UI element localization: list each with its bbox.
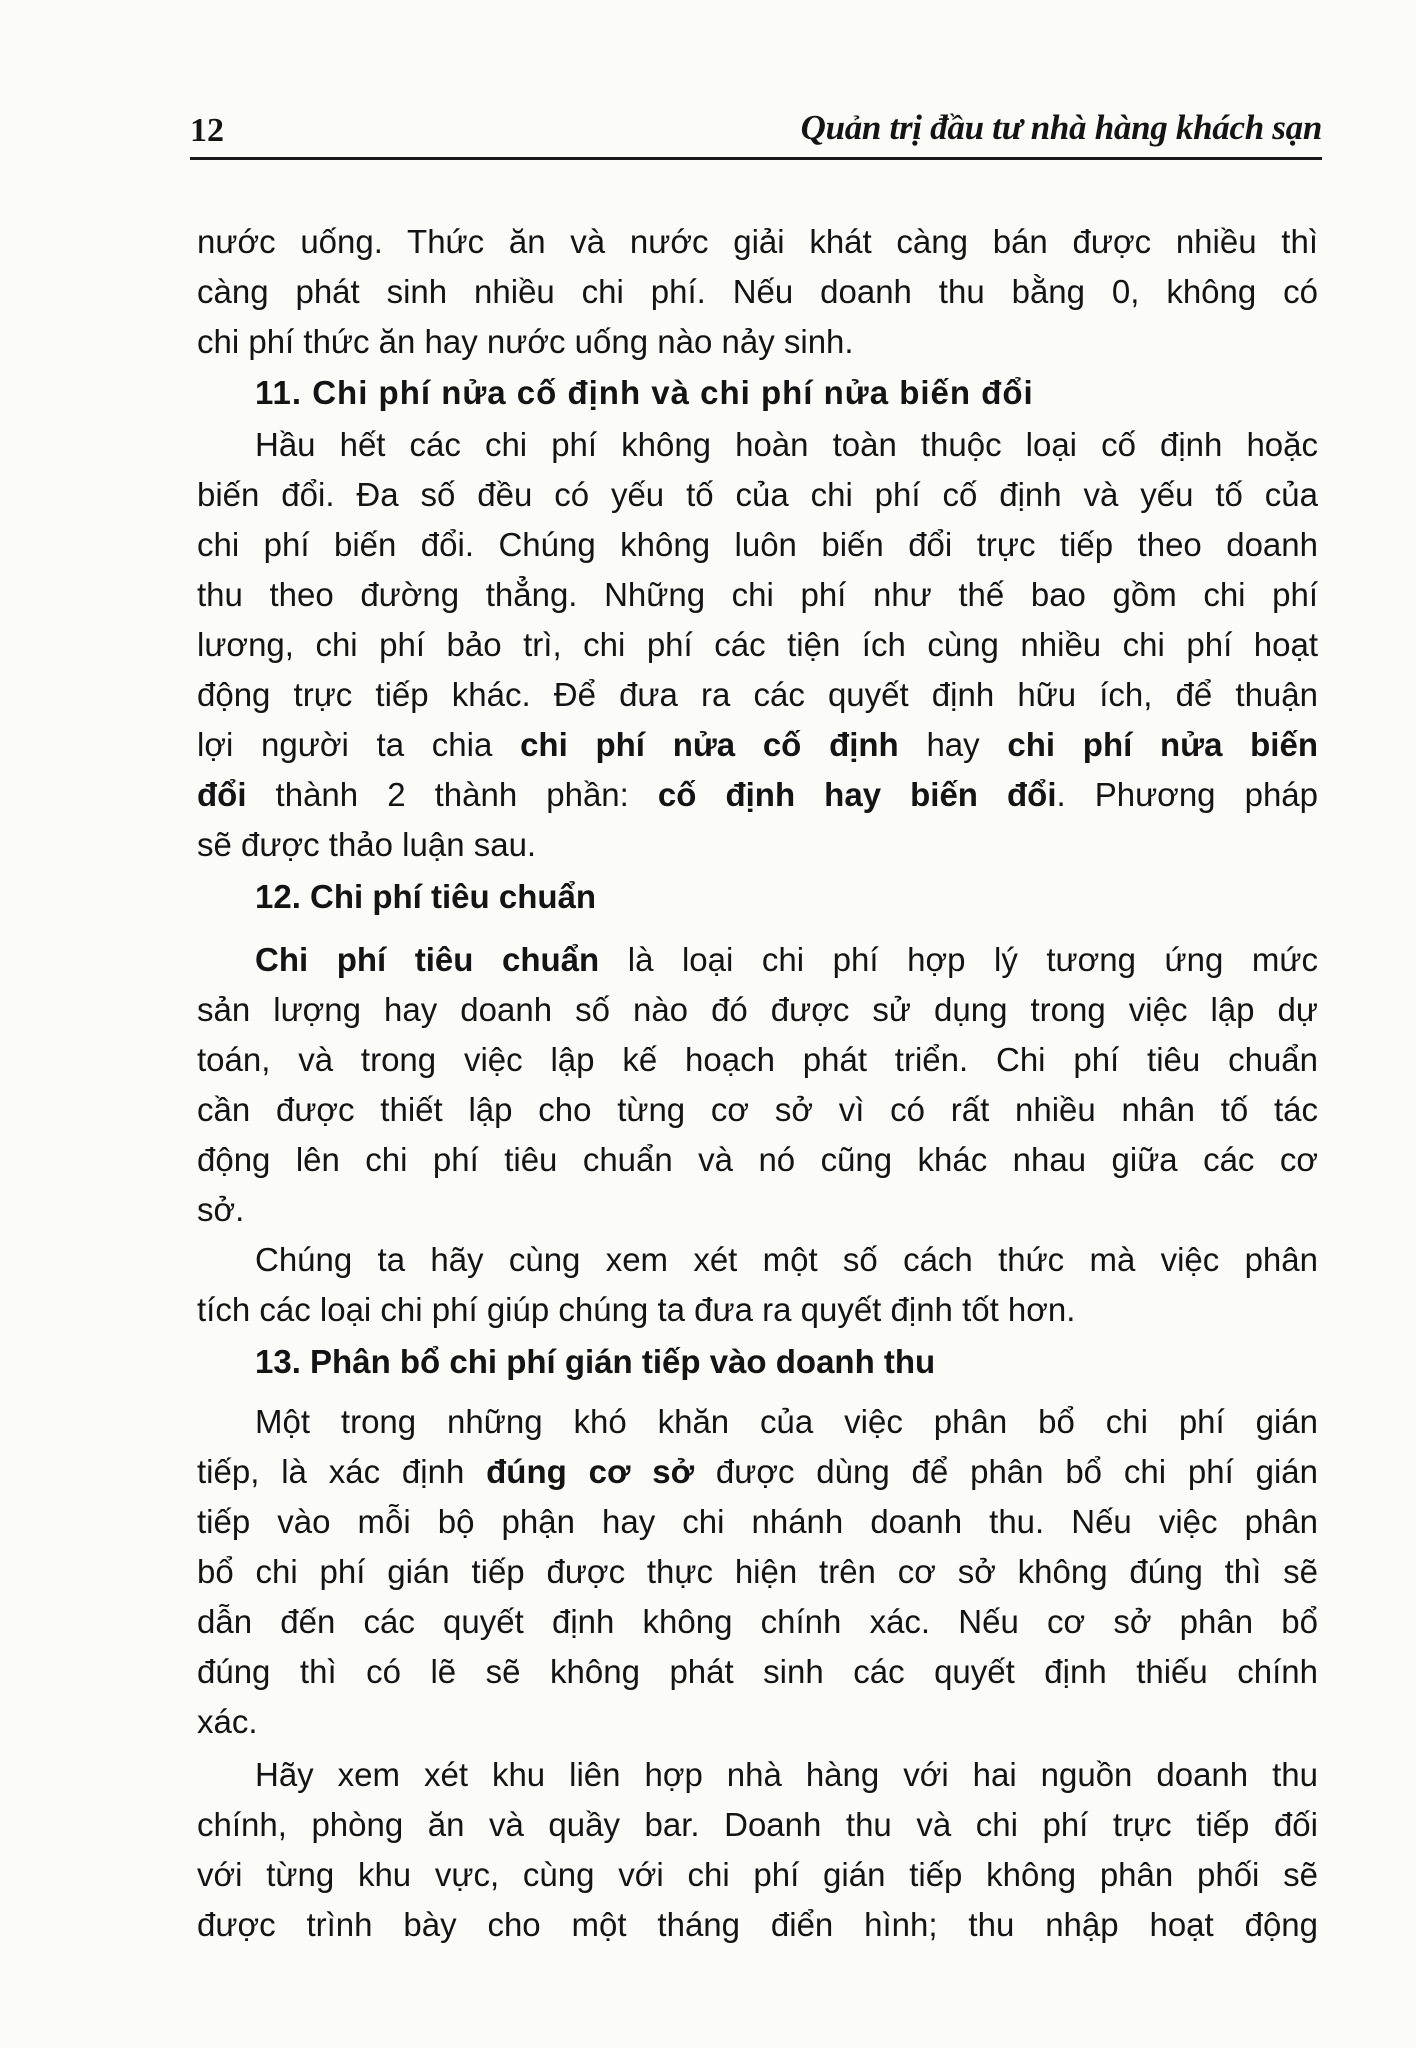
text-run: thành 2 thành phần: (246, 776, 658, 813)
text-line: tích các loại chi phí giúp chúng ta đưa ra quyết định tốt hơn. (197, 1291, 1076, 1328)
text-line: tiếp vào mỗi bộ phận hay chi nhánh doanh thu. Nếu việc phân (197, 1503, 1318, 1540)
text-line: lương, chi phí bảo trì, chi phí các tiện ích cùng nhiều chi phí hoạt (197, 626, 1318, 663)
text-run: tiếp, là xác định (197, 1453, 487, 1490)
text-line: động lên chi phí tiêu chuẩn và nó cũng khác nhau giữa các cơ (197, 1141, 1318, 1178)
text-line: bổ chi phí gián tiếp được thực hiện trên cơ sở không đúng thì sẽ (197, 1553, 1318, 1590)
section-heading-11: 11. Chi phí nửa cố định và chi phí nửa biến đổi (255, 374, 1034, 411)
section-heading-12: 12. Chi phí tiêu chuẩn (255, 878, 597, 915)
text-line: động trực tiếp khác. Để đưa ra các quyết định hữu ích, để thuận (197, 676, 1318, 713)
text-line: biến đổi. Đa số đều có yếu tố của chi phí cố định và yếu tố của (197, 476, 1318, 513)
text-line: xác. (197, 1703, 258, 1740)
bold-term: đổi (197, 776, 247, 813)
page-number: 12 (190, 112, 224, 149)
header-rule (190, 157, 1322, 160)
text-line (197, 1452, 1318, 1492)
text-line: sở. (197, 1191, 245, 1228)
text-run: . Phương pháp (1056, 776, 1319, 813)
bold-term: chi phí nửa cố định (520, 726, 899, 763)
text-line: dẫn đến các quyết định không chính xác. Nếu cơ sở phân bổ (197, 1603, 1318, 1640)
text-line: Một trong những khó khăn của việc phân bổ chi phí gián (255, 1403, 1318, 1440)
text-line: cần được thiết lập cho từng cơ sở vì có rất nhiều nhân tố tác (197, 1091, 1318, 1128)
text-run: được dùng để phân bổ chi phí gián (694, 1453, 1318, 1490)
text-line: sẽ được thảo luận sau. (197, 826, 537, 863)
text-line: Chúng ta hãy cùng xem xét một số cách thức mà việc phân (255, 1241, 1318, 1278)
text-line: càng phát sinh nhiều chi phí. Nếu doanh thu bằng 0, không có (197, 273, 1318, 310)
bold-term: đúng cơ sở (486, 1453, 695, 1490)
text-run: lợi người ta chia (197, 726, 521, 763)
text-line: thu theo đường thẳng. Những chi phí như thế bao gồm chi phí (197, 576, 1318, 613)
text-line: được trình bày cho một tháng điển hình; thu nhập hoạt động (197, 1906, 1318, 1943)
text-line: chi phí biến đổi. Chúng không luôn biến đổi trực tiếp theo doanh (197, 526, 1318, 563)
text-line: Hầu hết các chi phí không hoàn toàn thuộc loại cố định hoặc (255, 426, 1318, 463)
running-title: Quản trị đầu tư nhà hàng khách sạn (800, 108, 1322, 147)
text-line: với từng khu vực, cùng với chi phí gián tiếp không phân phối sẽ (197, 1856, 1318, 1893)
text-line (255, 940, 1318, 980)
bold-term: chi phí nửa biến (1007, 726, 1318, 763)
text-line: sản lượng hay doanh số nào đó được sử dụng trong việc lập dự (197, 991, 1318, 1028)
text-line: nước uống. Thức ăn và nước giải khát càng bán được nhiều thì (197, 223, 1318, 260)
text-line: chi phí thức ăn hay nước uống nào nảy sinh. (197, 323, 854, 360)
text-run: là loại chi phí hợp lý tương ứng mức (599, 941, 1318, 978)
text-line: Hãy xem xét khu liên hợp nhà hàng với hai nguồn doanh thu (255, 1756, 1318, 1793)
text-line: chính, phòng ăn và quầy bar. Doanh thu và chi phí trực tiếp đối (197, 1806, 1318, 1843)
bold-term: cố định hay biến đổi (657, 776, 1057, 813)
text-run: hay (898, 726, 1008, 763)
running-header (190, 100, 1322, 160)
section-heading-13: 13. Phân bổ chi phí gián tiếp vào doanh thu (255, 1343, 936, 1380)
text-line (197, 775, 1318, 815)
text-line: toán, và trong việc lập kế hoạch phát triển. Chi phí tiêu chuẩn (197, 1041, 1318, 1078)
text-line: đúng thì có lẽ sẽ không phát sinh các quyết định thiếu chính (197, 1653, 1318, 1690)
text-line (197, 725, 1318, 765)
bold-term: Chi phí tiêu chuẩn (255, 941, 600, 978)
